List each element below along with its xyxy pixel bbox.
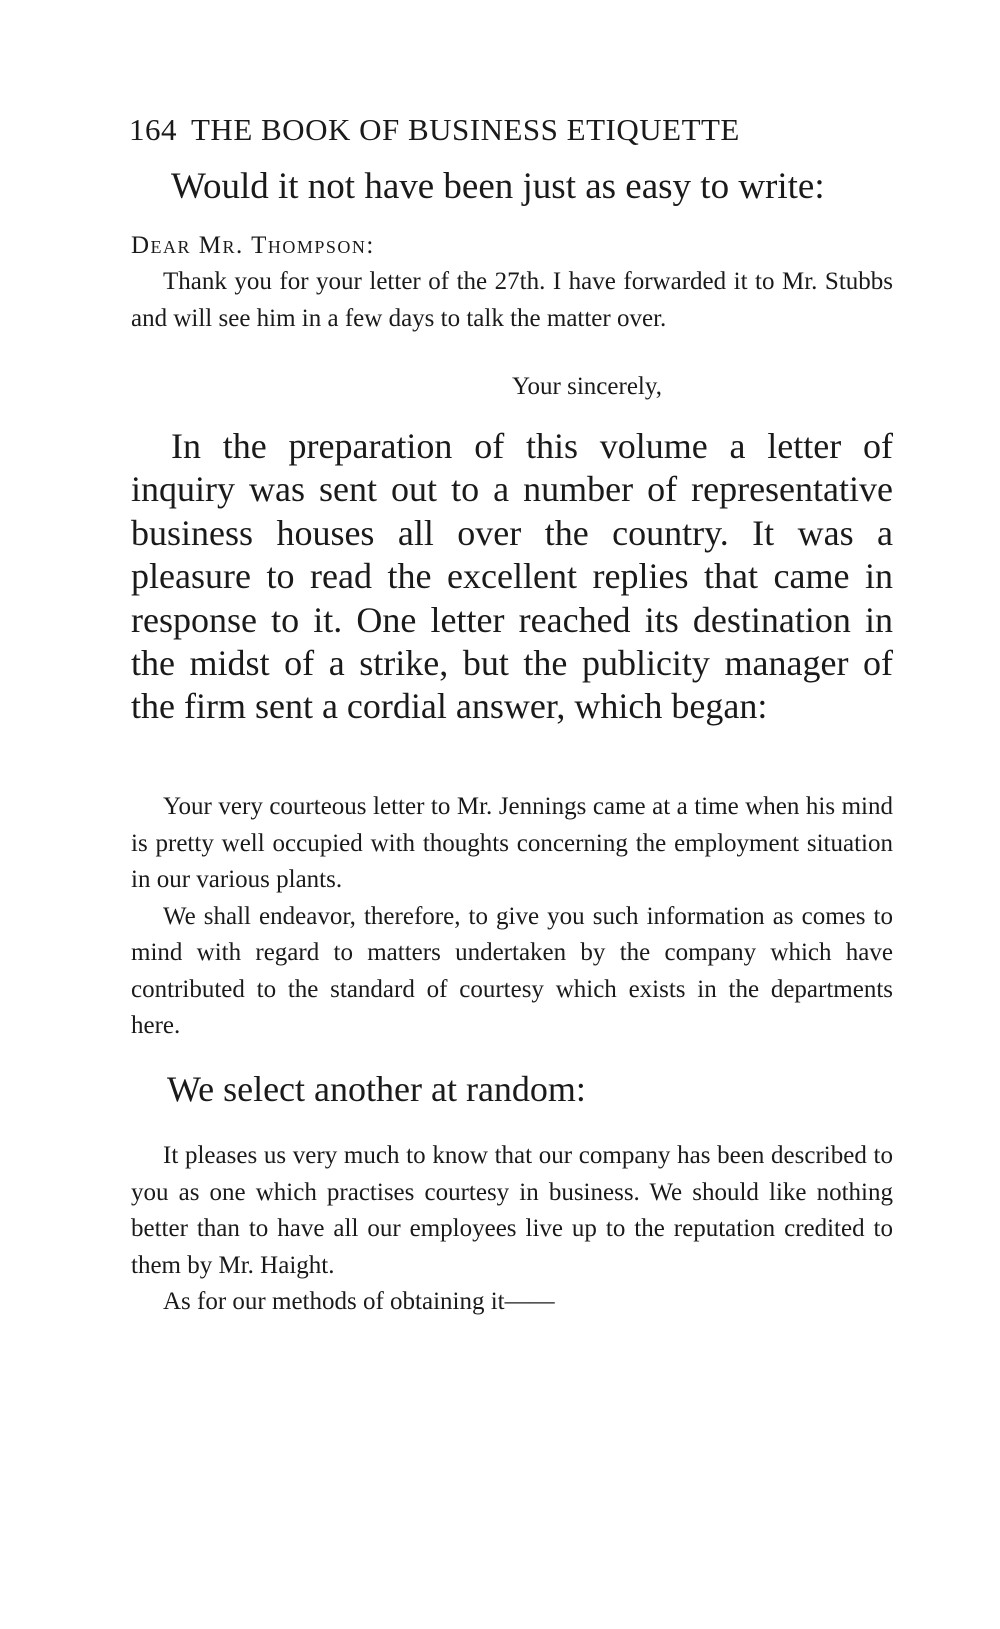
letter-salutation: Dear Mr. Thompson: xyxy=(131,232,375,259)
reply-two-paragraph-2: As for our methods of obtaining it—— xyxy=(163,1288,555,1315)
reply-one xyxy=(131,789,893,1045)
reply-one-paragraph-1: Your very courteous letter to Mr. Jennings came at a time when his mind is pretty well occupied with thoughts concerning the employment situation in our various plants. xyxy=(131,793,893,893)
letter-closing: Your sincerely, xyxy=(512,373,662,400)
reply-two-paragraph-1: It pleases us very much to know that our company has been described to you as one which practises courtesy in business. We should like nothing better than to have all our employees live up to the reputation credited to them by Mr. Haight. xyxy=(131,1142,893,1279)
main-paragraph: In the preparation of this volume a letter of inquiry was sent out to a number of representative business houses all over the country. It was a pleasure to read the excellent replies that came in response to it. One letter reached its destination in the midst of a strike, but the publicity manager of the firm sent a cordial answer, which began: xyxy=(131,426,893,727)
reply-two xyxy=(131,1138,893,1321)
intro-line: Would it not have been just as easy to write: xyxy=(171,166,825,207)
select-line: We select another at random: xyxy=(167,1069,586,1109)
reply-one-paragraph-2: We shall endeavor, therefore, to give you such information as comes to mind with regard to matters undertaken by the company which have contributed to the standard of courtesy which exists in the departments here. xyxy=(131,902,893,1039)
page-number: 164 xyxy=(129,112,177,147)
sample-letter-body xyxy=(131,264,893,337)
sample-letter-text: Thank you for your letter of the 27th. I have forwarded it to Mr. Stubbs and will see him in a few days to talk the matter over. xyxy=(131,268,893,332)
running-head xyxy=(129,112,740,148)
book-title: THE BOOK OF BUSINESS ETIQUETTE xyxy=(191,112,740,147)
